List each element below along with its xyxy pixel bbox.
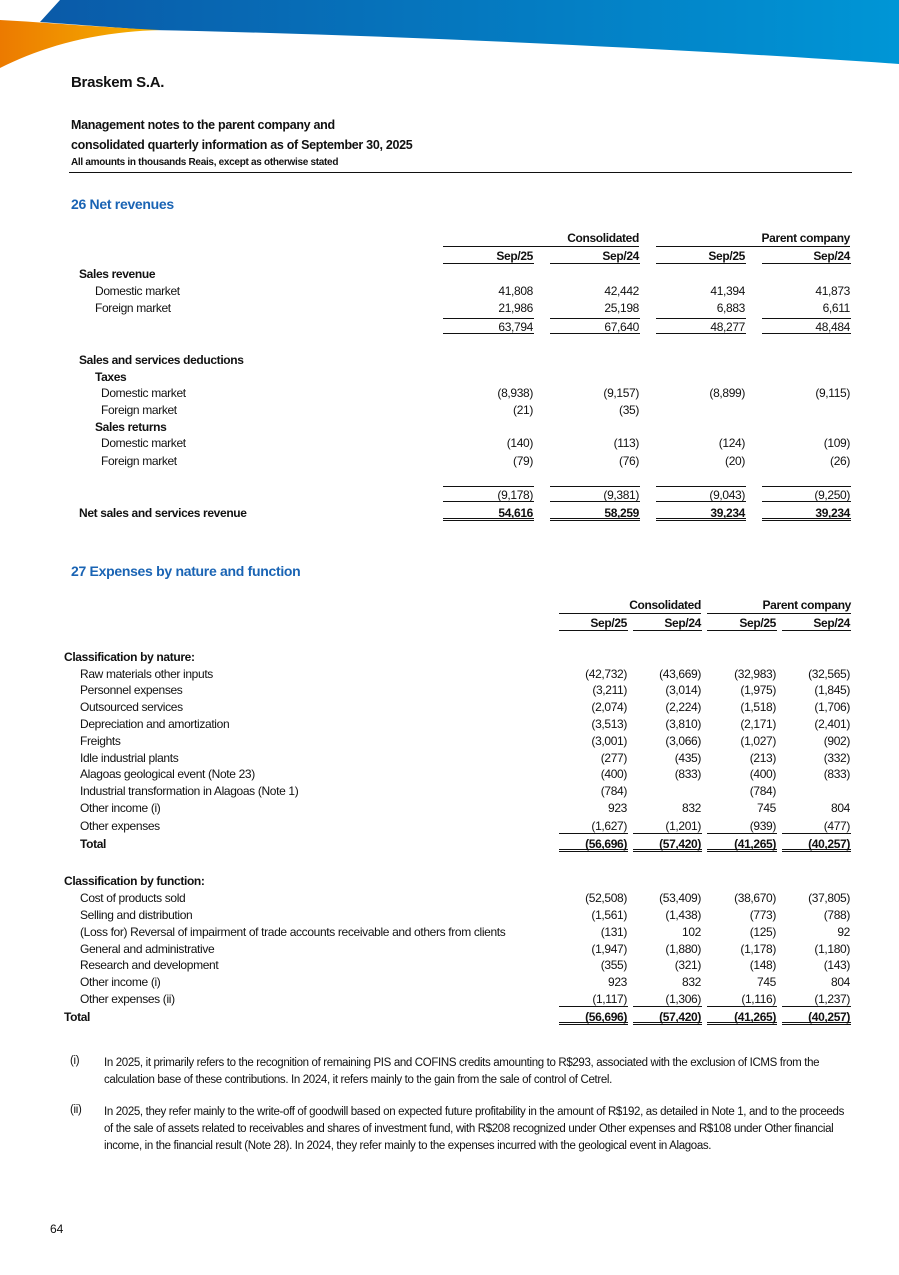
table-cell: (40,257) — [782, 1009, 851, 1025]
table-cell — [550, 369, 640, 385]
column-group-header: Consolidated — [443, 230, 639, 247]
table-cell: (435) — [674, 751, 701, 765]
table-cell — [559, 873, 628, 889]
column-group-header: Parent company — [656, 230, 850, 247]
table-cell: 745 — [757, 801, 776, 815]
table-cell: 67,640 — [550, 318, 640, 334]
row-label: Domestic market — [95, 284, 180, 298]
table-cell — [762, 352, 851, 368]
table-cell: (939) — [707, 818, 777, 834]
table-cell: (2,401) — [814, 717, 850, 731]
table-cell — [443, 352, 534, 368]
table-cell: (355) — [600, 958, 627, 972]
table-cell: (38,670) — [734, 891, 776, 905]
table-cell: (1,180) — [814, 942, 850, 956]
table-cell: (148) — [749, 958, 776, 972]
table-cell: (321) — [674, 958, 701, 972]
table-cell — [782, 649, 851, 665]
row-label: Other expenses (ii) — [80, 992, 175, 1006]
table-cell — [550, 352, 640, 368]
table-cell: (9,115) — [815, 386, 850, 400]
table-cell — [443, 419, 534, 435]
table-cell: (3,513) — [591, 717, 627, 731]
table-cell: 92 — [837, 925, 850, 939]
table-cell — [550, 266, 640, 282]
row-label: Alagoas geological event (Note 23) — [80, 767, 255, 781]
row-label: Research and development — [80, 958, 219, 972]
table-cell: (40,257) — [782, 836, 851, 852]
table-cell: (76) — [619, 454, 639, 468]
table-cell: (21) — [513, 403, 533, 417]
table-cell — [656, 352, 746, 368]
row-label: Other income (i) — [80, 801, 161, 815]
table-cell: (143) — [823, 958, 850, 972]
table-cell — [633, 649, 702, 665]
row-label: Idle industrial plants — [80, 751, 179, 765]
table-cell: (773) — [749, 908, 776, 922]
table-cell: (57,420) — [633, 1009, 702, 1025]
table-cell: (2,171) — [740, 717, 776, 731]
table-cell: (41,265) — [707, 1009, 777, 1025]
table-cell: (833) — [674, 767, 701, 781]
table-cell: (109) — [823, 436, 850, 450]
table-cell — [443, 266, 534, 282]
row-label: Net sales and services revenue — [79, 506, 247, 520]
table-cell: (32,565) — [808, 667, 850, 681]
table-cell: (42,732) — [585, 667, 627, 681]
row-label: Selling and distribution — [80, 908, 193, 922]
table-cell: 102 — [682, 925, 701, 939]
footnote-text: In 2025, it primarily refers to the recognition of remaining PIS and COFINS credits amounting to R$293, associated with the exclusion of ICMS from the calculation base of these contributions. In 2024, it refers mainly to the gain from the sale of control of Cetrel. — [104, 1057, 820, 1086]
row-label: General and administrative — [80, 942, 215, 956]
table-cell: 745 — [757, 975, 776, 989]
table-cell — [707, 649, 777, 665]
table-cell: (3,066) — [665, 734, 701, 748]
row-label: Cost of products sold — [80, 891, 186, 905]
row-label: Total — [80, 837, 107, 851]
section-27-title: 27 Expenses by nature and function — [71, 563, 301, 579]
table-cell: 39,234 — [762, 505, 851, 521]
row-label: Classification by nature: — [64, 650, 195, 664]
footnote-marker: (i) — [70, 1055, 80, 1067]
table-cell: 58,259 — [550, 505, 640, 521]
table-cell: (2,074) — [591, 700, 627, 714]
table-cell: 6,883 — [716, 301, 745, 315]
report-subtitle-line2: consolidated quarterly information as of September 30, 2025 — [71, 138, 413, 152]
table-cell: (26) — [830, 454, 850, 468]
table-cell: 48,484 — [762, 318, 851, 334]
table-cell: (32,983) — [734, 667, 776, 681]
table-cell: (125) — [749, 925, 776, 939]
table-cell: (213) — [749, 751, 776, 765]
company-name: Braskem S.A. — [71, 74, 165, 91]
table-cell: (3,014) — [665, 683, 701, 697]
page-number: 64 — [50, 1222, 64, 1236]
column-group-header: Parent company — [707, 597, 851, 614]
table-cell: 63,794 — [443, 318, 534, 334]
table-cell: (788) — [823, 908, 850, 922]
table-cell: (1,237) — [782, 991, 851, 1007]
row-label: Total — [64, 1010, 91, 1024]
table-cell: (37,805) — [808, 891, 850, 905]
table-cell — [762, 419, 851, 435]
table-cell: (1,117) — [559, 991, 628, 1007]
table-cell: 54,616 — [443, 505, 534, 521]
table-cell: (1,627) — [559, 818, 628, 834]
table-cell: 41,873 — [815, 284, 850, 298]
table-cell — [550, 419, 640, 435]
row-label: Other expenses — [80, 819, 160, 833]
table-cell: (477) — [782, 818, 851, 834]
table-cell: (56,696) — [559, 836, 628, 852]
table-cell — [656, 402, 746, 418]
units-note: All amounts in thousands Reais, except as otherwise stated — [71, 157, 339, 168]
table-cell — [707, 873, 777, 889]
table-cell: (3,001) — [591, 734, 627, 748]
table-cell: (1,880) — [665, 942, 701, 956]
row-label: Taxes — [95, 370, 127, 384]
table-cell: (902) — [823, 734, 850, 748]
table-cell: (2,224) — [665, 700, 701, 714]
column-header: Sep/24 — [633, 615, 702, 631]
table-cell: (9,250) — [762, 486, 851, 502]
table-cell: (833) — [823, 767, 850, 781]
table-cell: 923 — [608, 801, 627, 815]
table-cell: (131) — [600, 925, 627, 939]
row-label: Freights — [80, 734, 121, 748]
table-cell: (1,116) — [707, 991, 777, 1007]
section-26-title: 26 Net revenues — [71, 196, 174, 212]
row-label: Other income (i) — [80, 975, 161, 989]
table-cell: (43,669) — [659, 667, 701, 681]
table-cell: (1,706) — [814, 700, 850, 714]
row-label: Foreign market — [95, 301, 171, 315]
footnote-marker: (ii) — [70, 1104, 82, 1116]
table-cell: (3,810) — [665, 717, 701, 731]
header-divider — [69, 172, 852, 173]
table-cell: (1,947) — [591, 942, 627, 956]
table-cell: (1,201) — [633, 818, 702, 834]
row-label: Sales returns — [95, 420, 167, 434]
table-cell: (784) — [600, 784, 627, 798]
table-cell: 804 — [831, 801, 850, 815]
table-cell — [633, 873, 702, 889]
table-cell: 804 — [831, 975, 850, 989]
table-cell: (41,265) — [707, 836, 777, 852]
column-header: Sep/25 — [656, 248, 746, 264]
row-label: Raw materials other inputs — [80, 667, 213, 681]
row-label: Sales revenue — [79, 267, 156, 281]
table-cell: (56,696) — [559, 1009, 628, 1025]
table-cell: 42,442 — [604, 284, 639, 298]
table-cell: 41,394 — [710, 284, 745, 298]
table-cell: (79) — [513, 454, 533, 468]
table-cell — [762, 266, 851, 282]
table-cell: (1,561) — [591, 908, 627, 922]
table-cell: (3,211) — [592, 683, 627, 697]
table-cell: 39,234 — [656, 505, 746, 521]
column-header: Sep/24 — [550, 248, 640, 264]
row-label: Sales and services deductions — [79, 353, 244, 367]
row-label: Personnel expenses — [80, 683, 183, 697]
table-cell: (1,306) — [633, 991, 702, 1007]
row-label: Domestic market — [101, 386, 186, 400]
table-cell: (1,027) — [740, 734, 776, 748]
table-cell: (8,938) — [497, 386, 533, 400]
table-cell: (332) — [823, 751, 850, 765]
row-label: Foreign market — [101, 403, 177, 417]
table-cell: (9,043) — [656, 486, 746, 502]
table-cell: 923 — [608, 975, 627, 989]
column-header: Sep/25 — [559, 615, 628, 631]
table-cell — [656, 369, 746, 385]
table-cell: (1,518) — [740, 700, 776, 714]
table-cell — [656, 419, 746, 435]
row-label: (Loss for) Reversal of impairment of trade accounts receivable and others from clients — [80, 925, 506, 939]
table-cell: (784) — [749, 784, 776, 798]
header-banner — [0, 0, 899, 80]
row-label: Outsourced services — [80, 700, 183, 714]
table-cell: (8,899) — [709, 386, 745, 400]
footnote-text: In 2025, they refer mainly to the write-off of goodwill based on expected future profitability in the amount of R$192, as detailed in Note 1, and to the proceeds of the sale of assets related to receivables and shares of investment fund, with R$208 recognized under Other expenses and R$108 under Other financial income, in the financial result (Note 28). In 2024, they refer mainly to the expenses incurred with the geological event in Alagoas. — [104, 1106, 844, 1152]
table-cell: (400) — [749, 767, 776, 781]
table-cell — [633, 783, 702, 799]
table-cell: (1,178) — [740, 942, 776, 956]
table-cell: (277) — [600, 751, 627, 765]
column-header: Sep/25 — [707, 615, 777, 631]
table-cell: (9,381) — [550, 486, 640, 502]
table-cell: (1,975) — [740, 683, 776, 697]
table-cell: (124) — [718, 436, 745, 450]
row-label: Foreign market — [101, 454, 177, 468]
column-header: Sep/24 — [762, 248, 851, 264]
table-cell — [656, 266, 746, 282]
row-label: Depreciation and amortization — [80, 717, 230, 731]
row-label: Industrial transformation in Alagoas (Note 1) — [80, 784, 299, 798]
row-label: Domestic market — [101, 436, 186, 450]
table-cell: (1,438) — [665, 908, 701, 922]
table-cell: (9,178) — [443, 486, 534, 502]
table-cell: 832 — [682, 801, 701, 815]
table-cell: 25,198 — [604, 301, 639, 315]
table-cell: 21,986 — [498, 301, 533, 315]
column-group-header: Consolidated — [559, 597, 701, 614]
column-header: Sep/25 — [443, 248, 534, 264]
table-cell: (9,157) — [603, 386, 639, 400]
table-cell — [782, 783, 851, 799]
table-cell: 48,277 — [656, 318, 746, 334]
table-cell: (52,508) — [585, 891, 627, 905]
report-subtitle-line1: Management notes to the parent company and — [71, 118, 335, 132]
table-cell: (20) — [725, 454, 745, 468]
table-cell — [762, 402, 851, 418]
table-cell — [559, 649, 628, 665]
row-label: Classification by function: — [64, 874, 205, 888]
table-cell: (1,845) — [814, 683, 850, 697]
table-cell: (57,420) — [633, 836, 702, 852]
table-cell: 41,808 — [498, 284, 533, 298]
table-cell — [443, 369, 534, 385]
table-cell: (35) — [619, 403, 639, 417]
column-header: Sep/24 — [782, 615, 851, 631]
table-cell: 6,611 — [822, 301, 850, 315]
table-cell: (140) — [506, 436, 533, 450]
table-cell — [782, 873, 851, 889]
table-cell: 832 — [682, 975, 701, 989]
table-cell: (53,409) — [659, 891, 701, 905]
table-cell — [762, 369, 851, 385]
table-cell: (113) — [613, 436, 639, 450]
table-cell: (400) — [600, 767, 627, 781]
